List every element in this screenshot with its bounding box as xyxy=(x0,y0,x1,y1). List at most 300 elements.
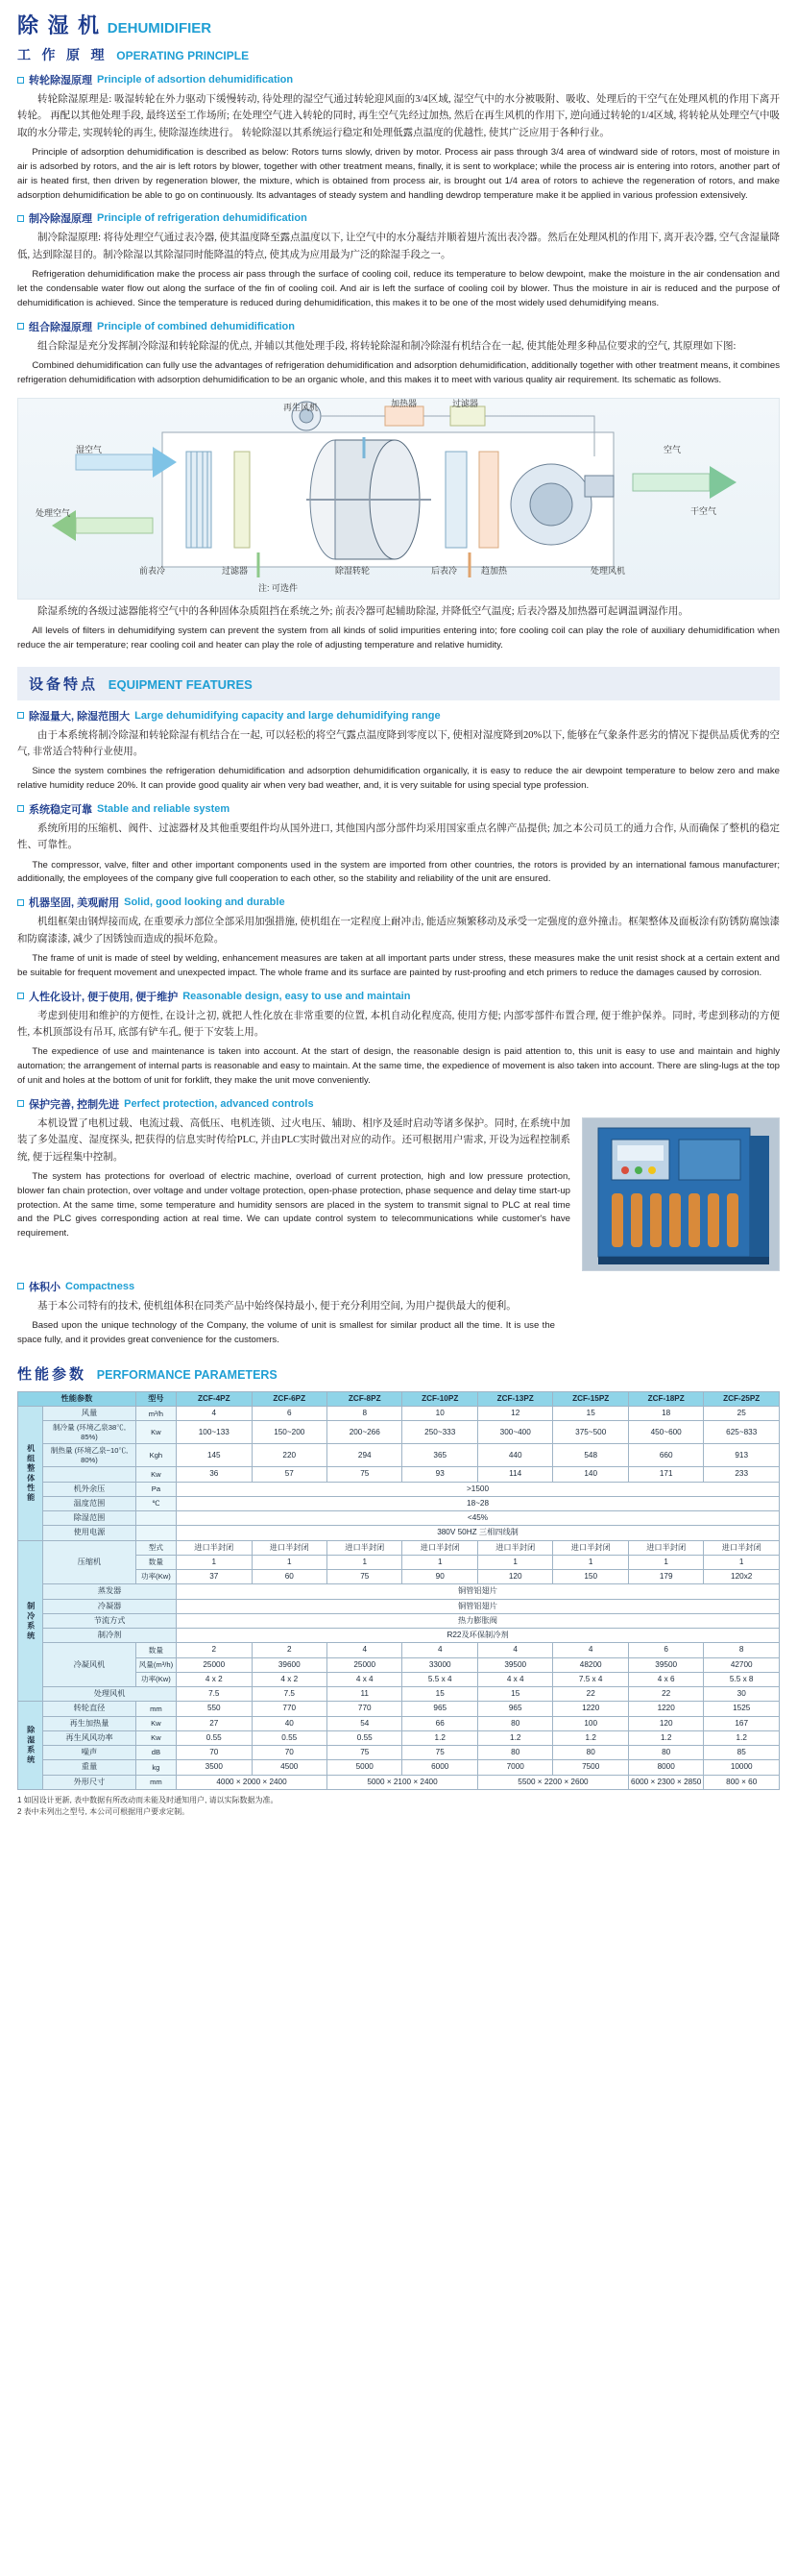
cell: 75 xyxy=(327,1467,402,1482)
cell: 57 xyxy=(252,1467,326,1482)
table-header-row xyxy=(18,1391,780,1406)
row-unit xyxy=(135,1526,176,1540)
feature-paragraph-cn: 由于本系统将制冷除湿和转轮除湿有机结合在一起, 可以轻松的将空气露点温度降到零度以下, 使相对湿度降到20%以下, 能够在气象条件恶劣的情况下提供品质优秀的空气, 非常适合特种行业使用。 xyxy=(17,729,780,757)
row-label: 再生加热量 xyxy=(43,1716,136,1730)
row-label: 噪声 xyxy=(43,1746,136,1760)
cell: 4 xyxy=(177,1407,252,1421)
row-unit: kg xyxy=(135,1760,176,1775)
model-header: ZCF-15PZ xyxy=(553,1391,628,1406)
row-sub: 功率(Kw) xyxy=(135,1570,176,1584)
page-title xyxy=(17,0,780,39)
row-label: 压缩机 xyxy=(43,1540,136,1584)
cell: 440 xyxy=(477,1444,552,1467)
bullet-square-icon xyxy=(17,712,24,719)
feature-heading xyxy=(17,895,780,910)
cell: 1 xyxy=(553,1555,628,1569)
table-row xyxy=(18,1584,780,1599)
cell: 5000 xyxy=(327,1760,402,1775)
cell: 4 xyxy=(402,1643,477,1657)
subsection-refrigeration-heading xyxy=(17,210,780,226)
feature-block-protection xyxy=(17,1096,780,1271)
table-row xyxy=(18,1716,780,1730)
cell-size: 4000 × 2000 × 2400 xyxy=(177,1775,327,1789)
cell-span: 18~28 xyxy=(177,1496,780,1510)
diagram-label-filter: 过滤器 xyxy=(222,565,249,576)
cell: 66 xyxy=(402,1716,477,1730)
cell: 4500 xyxy=(252,1760,326,1775)
cell: 60 xyxy=(252,1570,326,1584)
cell: 965 xyxy=(402,1702,477,1716)
cell: 39600 xyxy=(252,1657,326,1672)
cell: 2 xyxy=(177,1643,252,1657)
cell: 进口半封闭 xyxy=(553,1540,628,1555)
cell: 7000 xyxy=(477,1760,552,1775)
cell: 8 xyxy=(327,1407,402,1421)
cell: 36 xyxy=(177,1467,252,1482)
table-row xyxy=(18,1421,780,1444)
cell: 660 xyxy=(628,1444,703,1467)
table-row xyxy=(18,1775,780,1789)
row-label: 制冷剂 xyxy=(43,1629,177,1643)
table-row xyxy=(18,1407,780,1421)
table-row xyxy=(18,1746,780,1760)
subsection-title-cn: 转轮除湿原理 xyxy=(29,75,92,86)
subsection-title-cn: 制冷除湿原理 xyxy=(29,213,92,226)
row-unit: Kw xyxy=(135,1716,176,1730)
cell: 6000 xyxy=(402,1760,477,1775)
row-unit: Kw xyxy=(135,1467,176,1482)
row-sub: 风量(m³/h) xyxy=(135,1657,176,1672)
cell: 80 xyxy=(477,1716,552,1730)
cell: 100~133 xyxy=(177,1421,252,1444)
cell-size: 5000 × 2100 × 2400 xyxy=(327,1775,478,1789)
row-label xyxy=(43,1467,136,1482)
row-label: 蒸发器 xyxy=(43,1584,177,1599)
feature-heading xyxy=(17,989,780,1004)
model-header: ZCF-4PZ xyxy=(177,1391,252,1406)
row-label: 温度范围 xyxy=(43,1496,136,1510)
row-label: 机外余压 xyxy=(43,1482,136,1496)
row-unit xyxy=(135,1511,176,1526)
subsection-title-en: Principle of combined dehumidification xyxy=(97,320,295,332)
feature-paragraph-en: The compressor, valve, filter and other important components used in the system are imported from other countries, the rotors is provided by an international famous manufacturer; additionally, the employees of the company give full cooperation to each other, so the stability and reliability of the unit are ensured. xyxy=(17,859,780,885)
cell: 550 xyxy=(177,1702,252,1716)
cell-span: R22及环保制冷剂 xyxy=(177,1629,780,1643)
diagram-caption-en: All levels of filters in dehumidifying system can prevent the system from all kinds of solid impurities entering into; fore cooling coil can play the role of auxiliary dehumidification when reduce the air temperature; rear cooling coil and heater can play the role of adjusting temperature and relative humidity. xyxy=(17,625,780,650)
table-row xyxy=(18,1444,780,1467)
feature-block-stability xyxy=(17,801,780,887)
cell: 1.2 xyxy=(704,1730,780,1745)
cell: 4 x 2 xyxy=(177,1672,252,1686)
diagram-label-process-air: 处理空气 xyxy=(36,507,71,518)
group-label-overall: 机组整体性能 xyxy=(18,1407,43,1540)
cell: 4 x 2 xyxy=(252,1672,326,1686)
cell: 10000 xyxy=(704,1760,780,1775)
diagram-label-humid-air: 湿空气 xyxy=(76,444,103,454)
feature-title-cn: 人性化设计, 便于使用, 便于维护 xyxy=(29,991,179,1003)
cell: 1.2 xyxy=(402,1730,477,1745)
row-sub: 数量 xyxy=(135,1555,176,1569)
cell: 100 xyxy=(553,1716,628,1730)
cell: 6 xyxy=(628,1643,703,1657)
cell: 120 xyxy=(628,1716,703,1730)
cell: 8000 xyxy=(628,1760,703,1775)
adsorption-paragraph-en: Principle of adsorption dehumidification is described as below: Rotors turns slowly, driven by motor. Process air pass through 3/4 area of windward side of rotors, most of moisture in air is adsorbed by rotors, and the air is left rotors by blower, together with other treatment means, finally, it is sent to workplace; while the process air is entering into rotors, another part of air is heated first, then driven by regeneration blower, the mixture, which is obtained from process air, is brought out 1/4 area of rotors to achieve the regeneration of rotors, and make adsorption dehumidification be able to go on continuously. Its advantages of steady system and handling dewdrop temperature make it be applied in various profession extensively. xyxy=(17,146,780,201)
cell: 39500 xyxy=(477,1657,552,1672)
cell: 93 xyxy=(402,1467,477,1482)
row-label: 转轮直径 xyxy=(43,1702,136,1716)
diagram-label-filter-top: 过滤器 xyxy=(452,398,479,408)
cell: 75 xyxy=(327,1746,402,1760)
cell: 25000 xyxy=(327,1657,402,1672)
cell: 进口半封闭 xyxy=(402,1540,477,1555)
section-title-cn: 工 作 原 理 xyxy=(17,49,109,63)
cell: 140 xyxy=(553,1467,628,1482)
section-operating-principle-title xyxy=(17,45,780,64)
combined-dehumidification-schematic xyxy=(17,398,780,600)
perf-title-en: PERFORMANCE PARAMETERS xyxy=(96,1367,278,1382)
feature-title-cn: 系统稳定可靠 xyxy=(29,803,92,816)
row-label: 再生风风功率 xyxy=(43,1730,136,1745)
feature-block-capacity xyxy=(17,708,780,794)
cell: 80 xyxy=(553,1746,628,1760)
row-unit: Pa xyxy=(135,1482,176,1496)
row-label: 处理风机 xyxy=(43,1687,177,1702)
cell-span: 铜管铝翅片 xyxy=(177,1584,780,1599)
performance-parameters-table xyxy=(17,1391,780,1790)
cell: 90 xyxy=(402,1570,477,1584)
diagram-label-rotor: 除湿转轮 xyxy=(335,565,371,576)
cell: 1 xyxy=(252,1555,326,1569)
cell: 1.2 xyxy=(553,1730,628,1745)
cell: 548 xyxy=(553,1444,628,1467)
cell: 15 xyxy=(477,1687,552,1702)
row-sub: 型式 xyxy=(135,1540,176,1555)
combined-paragraph-en: Combined dehumidification can fully use the advantages of refrigeration dehumidification and adsorption dehumidification, additionally together with other treatment means, it combines refrigeration dehumidification with adsorption dehumidification to be an organic whole, and this makes it to meet with various quality air requirement. Its schematic as follows. xyxy=(17,359,780,385)
product-photo xyxy=(582,1117,780,1271)
table-row xyxy=(18,1643,780,1657)
model-header: ZCF-18PZ xyxy=(628,1391,703,1406)
cell: 进口半封闭 xyxy=(704,1540,780,1555)
cell: 965 xyxy=(477,1702,552,1716)
feature-paragraph-en: Based upon the unique technology of the Company, the volume of unit is smallest for similar product all the time. It is use the space fully, and it provides great convenience for the customers. xyxy=(17,1320,555,1346)
cell: 85 xyxy=(704,1746,780,1760)
table-row xyxy=(18,1496,780,1510)
model-header: ZCF-25PZ xyxy=(704,1391,780,1406)
diagram-label-dry-air: 干空气 xyxy=(690,505,717,516)
cell: 80 xyxy=(477,1746,552,1760)
bullet-square-icon xyxy=(17,323,24,330)
cell: 4 xyxy=(327,1643,402,1657)
subsection-combined-heading xyxy=(17,319,780,334)
cell: 3500 xyxy=(177,1760,252,1775)
combined-paragraph-cn: 组合除湿是充分发挥制冷除湿和转轮除湿的优点, 并辅以其他处理手段, 将转轮除湿和制冷除湿有机结合在一起, 使其能处理多种品位要求的空气, 其原理如下图: xyxy=(37,340,737,352)
product-photo-svg xyxy=(583,1118,779,1270)
cell: 42700 xyxy=(704,1657,780,1672)
cell: 233 xyxy=(704,1467,780,1482)
cell-span: 热力膨胀阀 xyxy=(177,1613,780,1628)
cell: 25 xyxy=(704,1407,780,1421)
diagram-label-process-fan: 处理风机 xyxy=(591,565,626,576)
row-label: 除湿范围 xyxy=(43,1511,136,1526)
feature-block-compactness xyxy=(17,1279,780,1348)
subsection-title-en: Principle of refrigeration dehumidification xyxy=(97,212,307,225)
feature-block-durability xyxy=(17,895,780,980)
cell-size: 5500 × 2200 × 2600 xyxy=(477,1775,628,1789)
cell: 1220 xyxy=(628,1702,703,1716)
cell: 1 xyxy=(477,1555,552,1569)
cell: 7.5 x 4 xyxy=(553,1672,628,1686)
feature-heading xyxy=(17,708,780,724)
cell: 1220 xyxy=(553,1702,628,1716)
cell: 27 xyxy=(177,1716,252,1730)
diagram-label-post-cooling: 后表冷 xyxy=(431,565,458,576)
adsorption-paragraph-cn: 转轮除湿原理是: 吸湿转轮在外力驱动下缓慢转动, 待处理的湿空气通过转轮迎风面的3/4区域, 湿空气中的水分被吸附、吸收、处理后的干空气在处理风机的作用下离开转轮。 再配以其他处理手段, 最终送至工作场所; 在处理空气进入转轮的同时, 再生空气先经过加热, 然后在再生风机的作用下, 逆向通过转轮的1/4区域, 将转轮从处理空气中吸取的水分带走, 实现转轮的再生, 使除湿连续进行。 转轮除湿以其系统运行稳定和处理低露点温度的优越性, 使其广泛应用于各种行业。 xyxy=(17,94,780,138)
group-label-refrigeration: 制冷系统 xyxy=(18,1540,43,1702)
cell: 12 xyxy=(477,1407,552,1421)
cell: 145 xyxy=(177,1444,252,1467)
cell: 1525 xyxy=(704,1702,780,1716)
feature-title-en: Compactness xyxy=(65,1280,135,1292)
cell: 150~200 xyxy=(252,1421,326,1444)
cell: 22 xyxy=(628,1687,703,1702)
bullet-square-icon xyxy=(17,1283,24,1289)
diagram-label-optional: 注: 可选件 xyxy=(258,582,299,593)
diagram-label-reheat: 趋加热 xyxy=(481,565,508,576)
feature-paragraph-en: The expedience of use and maintenance is taken into account. At the start of design, the reasonable design is paid attention to, this unit is easy to use and maintain and highly automation; the arrangement of internal parts is reasonable and easy to maintain. At the same time, the expedience of movement is also taken into account. There are sling-lugs at the top of unit and holes at the bottom of unit for forklift, they make the unit move conveniently. xyxy=(17,1046,780,1087)
table-notes xyxy=(17,1795,780,1818)
cell: 22 xyxy=(553,1687,628,1702)
cell: 4 x 4 xyxy=(477,1672,552,1686)
section-title-en: OPERATING PRINCIPLE xyxy=(116,49,250,62)
cell: 进口半封闭 xyxy=(327,1540,402,1555)
header-corner-right: 型号 xyxy=(135,1391,176,1406)
cell: 1 xyxy=(628,1555,703,1569)
cell: 625~833 xyxy=(704,1421,780,1444)
row-label: 制热量 (环境乙泉~10℃, 80%) xyxy=(43,1444,136,1467)
feature-title-en: Reasonable design, easy to use and maintain xyxy=(182,990,411,1002)
cell: 4 x 4 xyxy=(327,1672,402,1686)
cell: 8 xyxy=(704,1643,780,1657)
table-row xyxy=(18,1599,780,1613)
cell: 250~333 xyxy=(402,1421,477,1444)
schematic-svg xyxy=(18,399,781,599)
cell: 375~500 xyxy=(553,1421,628,1444)
cell: 1 xyxy=(177,1555,252,1569)
row-unit: Kgh xyxy=(135,1444,176,1467)
cell: 167 xyxy=(704,1716,780,1730)
feature-title-cn: 体积小 xyxy=(29,1281,60,1293)
cell: 37 xyxy=(177,1570,252,1584)
page-title-cn: 除 湿 机 xyxy=(17,13,102,37)
cell: 179 xyxy=(628,1570,703,1584)
table-row xyxy=(18,1760,780,1775)
row-unit: dB xyxy=(135,1746,176,1760)
cell: 40 xyxy=(252,1716,326,1730)
table-row xyxy=(18,1467,780,1482)
cell: 进口半封闭 xyxy=(628,1540,703,1555)
note-line: 2 表中未列出之型号, 本公司可根据用户要求定制。 xyxy=(17,1806,190,1816)
cell: 120x2 xyxy=(704,1570,780,1584)
page-title-en: DEHUMIDIFIER xyxy=(107,20,212,37)
feature-paragraph-cn: 考虑到使用和维护的方便性, 在设计之初, 就把人性化放在非常重要的位置, 本机自动化程度高, 使用方便; 内部零部件布置合理, 便于维护保养。同时, 考虑到移动的方便性, 本机顶部设有吊耳, 底部有铲车孔, 便于下安装上用。 xyxy=(17,1010,780,1038)
cell: 1.2 xyxy=(628,1730,703,1745)
feature-title-cn: 保护完善, 控制先进 xyxy=(29,1098,120,1111)
feature-paragraph-en: The system has protections for overload of electric machine, overload of current protection, high and low pressure protection, blower fan chain protection, over voltage and under voltage protection, open-phase protection, phase sequence and delay time start-up protection. At the same time, some temperature and humidity sensors are placed in the system to transmit signal to PLC at real time and the PLC gives corresponding action at real time. We can update control system to telecommunications while customer's have requirement. xyxy=(17,1170,570,1239)
row-label: 风量 xyxy=(43,1407,136,1421)
performance-parameters-title xyxy=(17,1363,780,1384)
cell: 7500 xyxy=(553,1760,628,1775)
cell: 7.5 xyxy=(177,1687,252,1702)
cell: 进口半封闭 xyxy=(252,1540,326,1555)
feature-heading xyxy=(17,801,780,817)
table-row xyxy=(18,1511,780,1526)
cell-span: >1500 xyxy=(177,1482,780,1496)
diagram-label-pre-cooling: 前表冷 xyxy=(139,565,166,576)
feature-title-cn: 除湿量大, 除湿范围大 xyxy=(29,710,131,723)
table-row xyxy=(18,1629,780,1643)
cell: 770 xyxy=(252,1702,326,1716)
cell: 33000 xyxy=(402,1657,477,1672)
row-label: 节流方式 xyxy=(43,1613,177,1628)
model-header: ZCF-6PZ xyxy=(252,1391,326,1406)
row-label: 重量 xyxy=(43,1760,136,1775)
feature-heading xyxy=(17,1279,780,1294)
row-label: 冷凝风机 xyxy=(43,1643,136,1687)
table-row xyxy=(18,1702,780,1716)
cell: 4 x 6 xyxy=(628,1672,703,1686)
bullet-square-icon xyxy=(17,1100,24,1107)
cell: 365 xyxy=(402,1444,477,1467)
cell: 6 xyxy=(252,1407,326,1421)
diagram-caption-cn: 除湿系统的各级过滤器能将空气中的各种固体杂质阻挡在系统之外; 前表冷器可起辅助除湿, 并降低空气温度; 后表冷器及加热器可起调温调湿作用。 xyxy=(37,605,688,617)
diagram-label-regen-fan: 再生风机 xyxy=(283,402,319,412)
feature-title-cn: 机器坚固, 美观耐用 xyxy=(29,897,120,910)
cell-span: 铜管铝翅片 xyxy=(177,1599,780,1613)
equipment-features-band xyxy=(17,667,780,700)
feature-paragraph-cn: 机组框架由钢焊接而成, 在重要承力部位全部采用加强措施, 使机组在一定程度上耐冲击, 能适应频繁移动及承受一定强度的意外撞击。框架整体及面板涂有防锈防腐蚀漆和防腐漆漆, 减少了因锈蚀而造成的损坏危险。 xyxy=(17,917,780,945)
bullet-square-icon xyxy=(17,805,24,812)
cell: 10 xyxy=(402,1407,477,1421)
cell: 4 xyxy=(553,1643,628,1657)
row-label: 使用电源 xyxy=(43,1526,136,1540)
cell: 0.55 xyxy=(327,1730,402,1745)
row-label: 制冷量 (环境乙泉38℃, 85%) xyxy=(43,1421,136,1444)
cell: 30 xyxy=(704,1687,780,1702)
cell-span: <45% xyxy=(177,1511,780,1526)
cell: 15 xyxy=(402,1687,477,1702)
bullet-square-icon xyxy=(17,899,24,906)
cell: 70 xyxy=(177,1746,252,1760)
cell: 1 xyxy=(327,1555,402,1569)
cell-size: 6000 × 2300 × 2850 xyxy=(628,1775,703,1789)
feature-paragraph-en: The frame of unit is made of steel by welding, enhancement measures are taken at all important parts under stress, these measures make the unit resist shock at a certain extent and be suitable for frequent movement and unexpected impact. The whole frame and its surface are painted by rust-proofing and etch primers to reduce the damages caused by corrosion. xyxy=(17,952,780,978)
cell: 进口半封闭 xyxy=(477,1540,552,1555)
cell: 1 xyxy=(704,1555,780,1569)
bullet-square-icon xyxy=(17,77,24,84)
feature-paragraph-cn: 系统所用的压缩机、阀件、过滤器材及其他重要组件均从国外进口, 其他国内部分部件均采用国家重点名牌产品提供; 加之本公司员工的通力合作, 从而确保了整机的稳定性、可靠性。 xyxy=(17,822,780,851)
cell: 70 xyxy=(252,1746,326,1760)
row-unit: ℃ xyxy=(135,1496,176,1510)
cell: 4 xyxy=(477,1643,552,1657)
cell: 15 xyxy=(553,1407,628,1421)
subsection-adsorption-heading xyxy=(17,72,780,87)
cell: 进口半封闭 xyxy=(177,1540,252,1555)
row-label: 外形尺寸 xyxy=(43,1775,136,1789)
cell: 75 xyxy=(402,1746,477,1760)
cell: 75 xyxy=(327,1570,402,1584)
subsection-title-en: Principle of adsortion dehumidification xyxy=(97,74,294,86)
cell: 200~266 xyxy=(327,1421,402,1444)
cell: 120 xyxy=(477,1570,552,1584)
table-row xyxy=(18,1730,780,1745)
cell: 18 xyxy=(628,1407,703,1421)
bullet-square-icon xyxy=(17,993,24,999)
cell: 39500 xyxy=(628,1657,703,1672)
cell: 54 xyxy=(327,1716,402,1730)
group-label-dehumidification: 除湿系统 xyxy=(18,1702,43,1790)
cell: 1 xyxy=(402,1555,477,1569)
cell: 220 xyxy=(252,1444,326,1467)
cell: 171 xyxy=(628,1467,703,1482)
cell: 80 xyxy=(628,1746,703,1760)
row-unit: Kw xyxy=(135,1421,176,1444)
cell-size: 800 × 60 xyxy=(704,1775,780,1789)
cell-span: 380V 50HZ 三相四线制 xyxy=(177,1526,780,1540)
subsection-title-cn: 组合除湿原理 xyxy=(29,321,92,333)
cell: 450~600 xyxy=(628,1421,703,1444)
features-band-en: EQUIPMENT FEATURES xyxy=(108,676,253,692)
feature-title-en: Solid, good looking and durable xyxy=(124,896,285,909)
cell: 2 xyxy=(252,1643,326,1657)
cell: 5.5 x 4 xyxy=(402,1672,477,1686)
cell: 48200 xyxy=(553,1657,628,1672)
cell: 25000 xyxy=(177,1657,252,1672)
refrigeration-paragraph-cn: 制冷除湿原理: 将待处理空气通过表冷器, 使其温度降至露点温度以下, 让空气中的水分凝结并顺着翅片流出表冷器。然后在处理风机的作用下, 离开表冷器, 空气含湿量降低, 达到除湿目的。制冷除湿以其除湿同时能降温的特点, 使其成为应用最为广泛的除湿手段之一。 xyxy=(17,233,780,260)
feature-paragraph-cn: 基于本公司特有的技术, 使机组体积在同类产品中始终保持最小, 便于充分利用空间, 为用户提供最大的便利。 xyxy=(37,1300,517,1312)
cell: 0.55 xyxy=(177,1730,252,1745)
feature-heading xyxy=(17,1096,780,1112)
model-header: ZCF-8PZ xyxy=(327,1391,402,1406)
table-row xyxy=(18,1540,780,1555)
table-row xyxy=(18,1482,780,1496)
table-row xyxy=(18,1526,780,1540)
note-line: 1 如因设计更新, 表中数据有所改动而未能及时通知用户, 请以实际数据为准。 xyxy=(17,1795,278,1804)
bullet-square-icon xyxy=(17,215,24,222)
cell: 1.2 xyxy=(477,1730,552,1745)
cell: 114 xyxy=(477,1467,552,1482)
cell: 7.5 xyxy=(252,1687,326,1702)
feature-title-en: Perfect protection, advanced controls xyxy=(124,1097,314,1110)
cell: 5.5 x 8 xyxy=(704,1672,780,1686)
model-header: ZCF-10PZ xyxy=(402,1391,477,1406)
feature-title-en: Large dehumidifying capacity and large dehumidifying range xyxy=(134,709,441,722)
cell: 913 xyxy=(704,1444,780,1467)
cell: 0.55 xyxy=(252,1730,326,1745)
row-sub: 数量 xyxy=(135,1643,176,1657)
feature-title-en: Stable and reliable system xyxy=(97,802,230,815)
feature-paragraph-en: Since the system combines the refrigeration dehumidification and adsorption dehumidification organically, it is easy to reduce the air dewpoint temperature to below zero and make relative humidity reduce 20%. It can provide good quality air when very bad weather, and, it is very suitable for using special type profession. xyxy=(17,766,780,792)
row-label: 冷凝器 xyxy=(43,1599,177,1613)
model-header: ZCF-13PZ xyxy=(477,1391,552,1406)
feature-paragraph-cn: 本机设置了电机过载、电流过载、高低压、电机连锁、过火电压、辅助、相序及延时启动等诸多保护。同时, 在系统中加装了多处温度、湿度探头, 把获得的信息实时传给PLC, 并由PLC实时做出对应的动作。还可根据用户需求, 开设为远程控制系统, 便于远程集中控制。 xyxy=(17,1117,570,1163)
cell: 150 xyxy=(553,1570,628,1584)
perf-title-cn: 性能参数 xyxy=(17,1366,87,1383)
feature-block-ergonomics xyxy=(17,989,780,1089)
table-row xyxy=(18,1687,780,1702)
diagram-label-air: 空气 xyxy=(664,444,682,454)
table-row xyxy=(18,1613,780,1628)
